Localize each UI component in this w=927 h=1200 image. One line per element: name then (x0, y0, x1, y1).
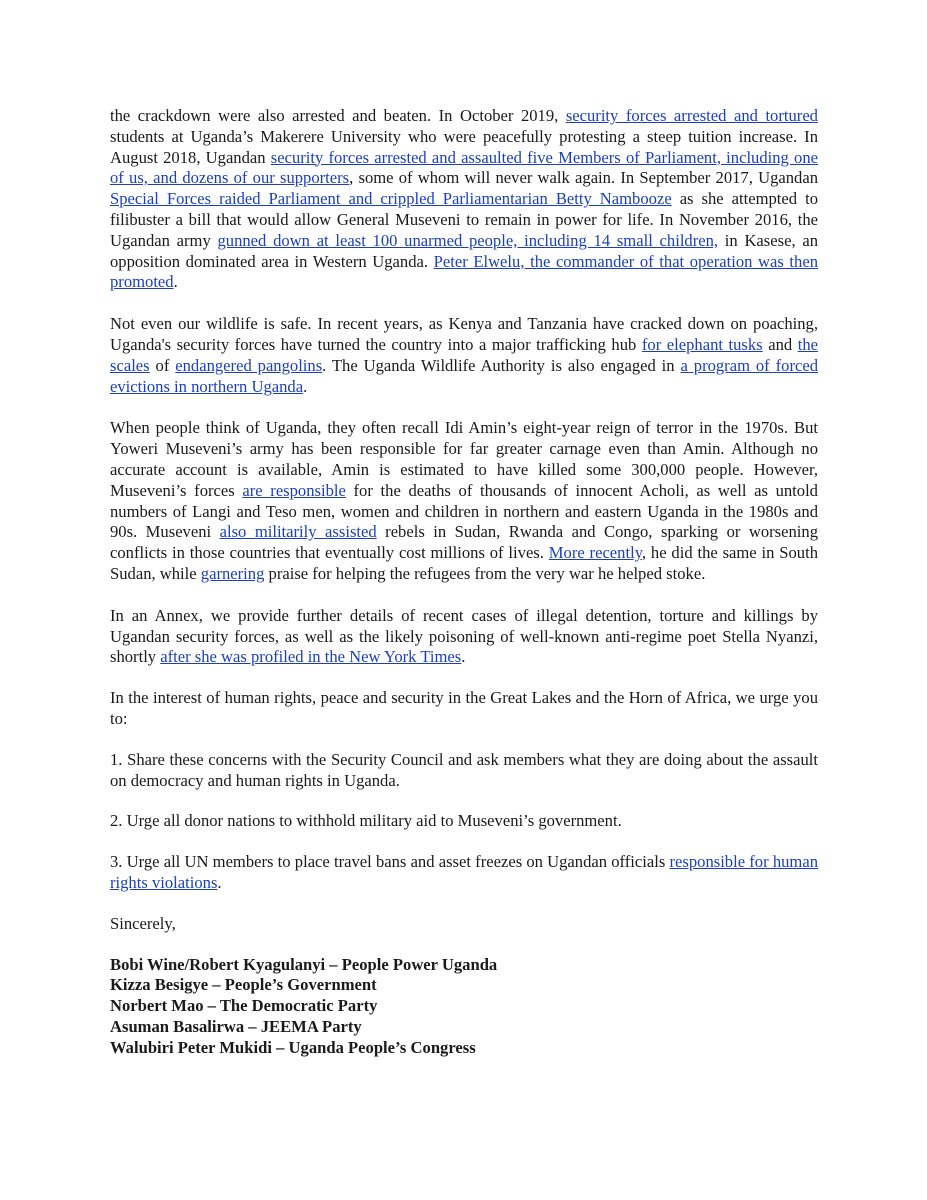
signatory-name: Norbert Mao – The Democratic Party (110, 996, 378, 1016)
closing-salutation: Sincerely, (110, 913, 176, 933)
hyperlink[interactable]: are responsible (242, 480, 346, 500)
letter-page (110, 106, 818, 1058)
hyperlink[interactable]: Special Forces raided Parliament and crippled Parliamentarian Betty Nambooze (110, 189, 672, 209)
paragraph-request: In the interest of human rights, peace and security in the Great Lakes and the Horn of Africa, we urge you to: (110, 688, 818, 728)
paragraph-crackdown: the crackdown were also arrested and beaten. In October 2019, security forces arrested and tortured students at Uganda’s Makerere University who were peacefully protesting a steep tuition increase. In August 2018, Ugandan security forces arrested and assaulted five Members of Parliament, including one of us, and dozens of our supporters, some of whom will never walk again. In September 2017, Ugandan Special Forces raided Parliament and crippled Parliamentarian Betty Nambooze as she attempted to filibuster a bill that would allow General Museveni to remain in power for life. In November 2016, the Ugandan army gunned down at least 100 unarmed people, including 14 small children, in Kasese, an opposition dominated area in Western Uganda. Peter Elwelu, the commander of that operation was then promoted. (110, 106, 819, 292)
hyperlink[interactable]: responsible for human rights violations (110, 852, 818, 892)
paragraph-wildlife: Not even our wildlife is safe. In recent years, as Kenya and Tanzania have cracked down on poaching, Uganda's security forces have turned the country into a major trafficking hub for elephant tusks and the scales of endangered pangolins. The Uganda Wildlife Authority is also engaged in a program of forced evictions in northern Uganda. (110, 314, 818, 396)
hyperlink[interactable]: Peter Elwelu, the commander of that operation was then promoted (110, 251, 818, 292)
paragraph-history: When people think of Uganda, they often recall Idi Amin’s eight-year reign of terror in the 1970s. But Yoweri Museveni’s army has been responsible for far greater carnage even than Amin. Although no accurate account is available, Amin is estimated to have killed some 300,000 people. However, Museveni’s forces are responsible for the deaths of thousands of innocent Acholi, as well as untold numbers of Langi and Teso men, women and children in northern and eastern Uganda in the 1980s and 90s. Museveni also militarily assisted rebels in Sudan, Rwanda and Congo, sparking or worsening conflicts in those countries that eventually cost millions of lives. More recently, he did the same in South Sudan, while garnering praise for helping the refugees from the very war he helped stoke. (110, 418, 818, 583)
signatory-name: Asuman Basalirwa – JEEMA Party (110, 1016, 362, 1036)
signatory-list (110, 955, 818, 1059)
request-item-3: 3. Urge all UN members to place travel bans and asset freezes on Ugandan officials responsible for human rights violations. (110, 852, 818, 892)
hyperlink[interactable]: garnering (200, 563, 265, 583)
hyperlink[interactable]: a program of forced evictions in northern Uganda (110, 355, 818, 396)
signatory-name: Walubiri Peter Mukidi – Uganda People’s Congress (110, 1037, 476, 1057)
hyperlink[interactable]: gunned down at least 100 unarmed people, including 14 small children, (217, 230, 719, 250)
request-item-1: 1. Share these concerns with the Security Council and ask members what they are doing about the assault on democracy and human rights in Uganda. (110, 749, 818, 790)
hyperlink[interactable]: for elephant tusks (641, 334, 763, 354)
hyperlink[interactable]: More recently (548, 543, 642, 563)
hyperlink[interactable]: also militarily assisted (219, 522, 377, 542)
signatory-name: Kizza Besigye – People’s Government (110, 975, 377, 995)
hyperlink[interactable]: the scales (110, 334, 818, 375)
hyperlink[interactable]: endangered pangolins (175, 355, 323, 375)
request-item-2: 2. Urge all donor nations to withhold military aid to Museveni’s government. (110, 811, 622, 831)
paragraph-annex: In an Annex, we provide further details of recent cases of illegal detention, torture and killings by Ugandan security forces, as well as the likely poisoning of well-known anti-regime poet Stella Nyanzi, shortly after she was profiled in the New York Times. (110, 605, 818, 667)
hyperlink[interactable]: after she was profiled in the New York Times (160, 647, 462, 667)
hyperlink[interactable]: security forces arrested and tortured (565, 106, 818, 125)
signatory-name: Bobi Wine/Robert Kyagulanyi – People Power Uganda (110, 954, 498, 974)
hyperlink[interactable]: security forces arrested and assaulted five Members of Parliament, including one of us, and dozens of our supporters (110, 147, 819, 188)
